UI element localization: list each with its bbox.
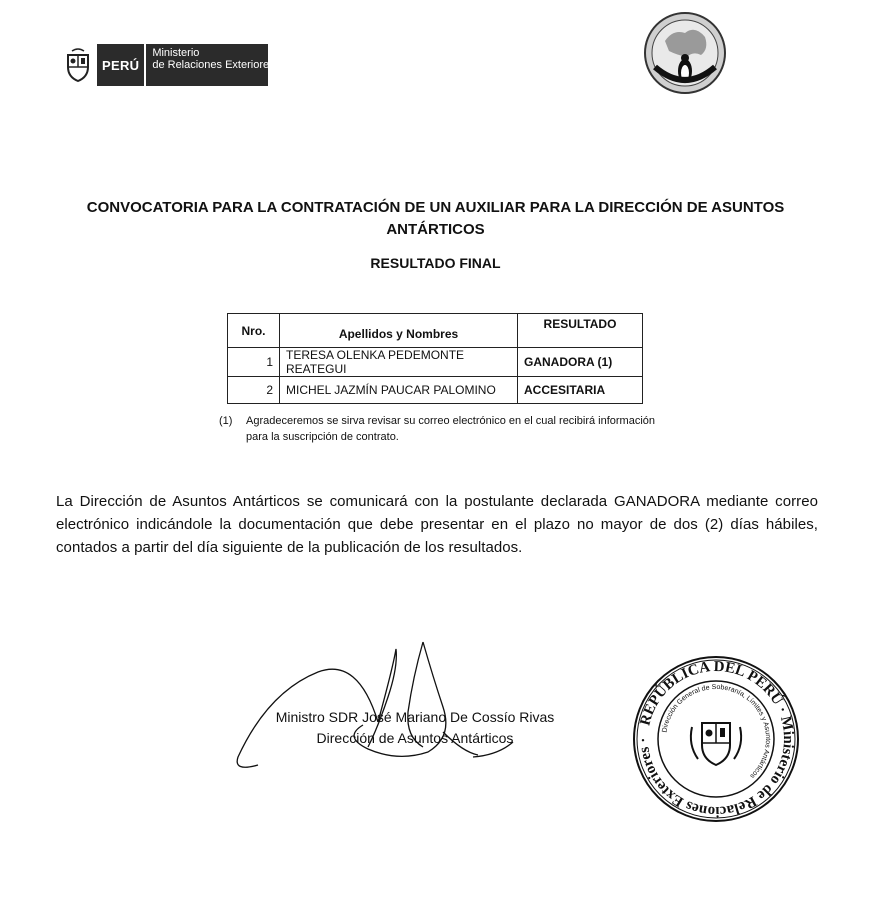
footnote (219, 413, 699, 445)
signatory-block (230, 707, 600, 749)
row-name: MICHEL JAZMÍN PAUCAR PALOMINO (280, 377, 518, 404)
document-title (40, 197, 831, 241)
row-result: GANADORA (1) (518, 348, 643, 377)
header-name: Apellidos y Nombres (280, 314, 518, 348)
table-row (228, 348, 643, 377)
header-nro: Nro. (228, 314, 280, 348)
seal-coat-of-arms-icon (691, 723, 741, 765)
header-result: RESULTADO (518, 314, 643, 348)
ministry-label (146, 44, 275, 86)
signatory-name: Ministro SDR José Mariano De Cossío Rivas (275, 709, 555, 725)
row-nro: 2 (228, 377, 280, 404)
footnote-number: (1) (219, 415, 233, 427)
ministry-line1: Ministerio (152, 47, 200, 59)
footnote-line2: para la suscripción de contrato. (246, 431, 399, 443)
table-row (228, 377, 643, 404)
document-subtitle: RESULTADO FINAL (370, 255, 501, 271)
country-label: PERÚ (97, 44, 144, 86)
peru-coat-of-arms-icon (62, 44, 94, 86)
footnote-line1: Agradeceremos se sirva revisar su correo electrónico en el cual recibirá información (246, 415, 656, 427)
table-header-row (228, 314, 643, 348)
ministry-line2: de Relaciones Exteriores (152, 59, 275, 71)
svg-text:REPÚBLICA DEL PERÚ · Ministeri: REPÚBLICA DEL PERÚ · Ministerio de Relaciones Exteriores · (635, 658, 797, 820)
svg-text:Dirección General de Soberanía: Dirección General de Soberanía, Límites y Asuntos Antárticos (661, 683, 772, 780)
document-title-line1: CONVOCATORIA PARA LA CONTRATACIÓN DE UN AUXILIAR PARA LA DIRECCIÓN DE ASUNTOS (86, 199, 785, 216)
body-paragraph: La Dirección de Asuntos Antárticos se comunicará con la postulante declarada GANADORA mediante correo electrónico indicándole la documentación que debe presentar en el plazo no mayor de dos (2) días hábiles, contados a partir del día siguiente de la publicación de los resultados. (56, 493, 818, 556)
row-name: TERESA OLENKA PEDEMONTE REATEGUI (280, 348, 518, 377)
row-result: ACCESITARIA (518, 377, 643, 404)
signatory-office: Dirección de Asuntos Antárticos (316, 730, 514, 746)
document-title-line2: ANTÁRTICOS (386, 221, 485, 238)
results-table (227, 313, 643, 404)
handwritten-signature (228, 637, 518, 772)
official-seal-stamp (632, 655, 800, 823)
ministry-logo (62, 44, 275, 86)
antarctic-affairs-logo (643, 11, 727, 95)
row-nro: 1 (228, 348, 280, 377)
